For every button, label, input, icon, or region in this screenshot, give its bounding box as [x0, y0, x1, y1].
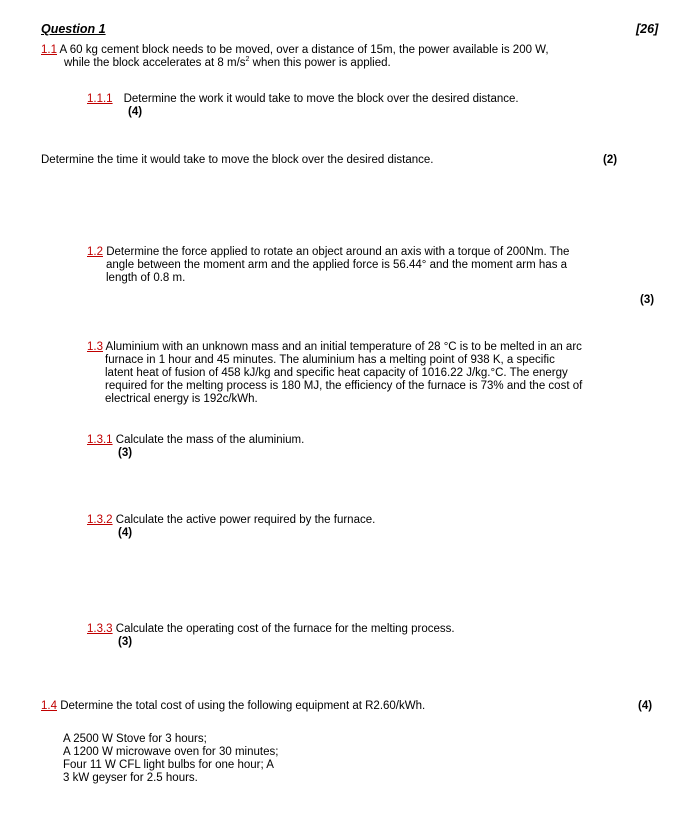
question-1-3-3	[87, 623, 587, 649]
list-item: 3 kW geyser for 2.5 hours.	[63, 772, 198, 784]
question-text: Determine the total cost of using the following equipment at R2.60/kWh.	[57, 700, 426, 712]
question-text: when this power is applied.	[249, 57, 391, 69]
question-1-3-2	[87, 514, 587, 540]
superscript: 2	[245, 56, 250, 64]
question-text: Calculate the mass of the aluminium.	[112, 434, 305, 446]
question-marks: (4)	[118, 527, 133, 539]
question-1-1	[41, 44, 661, 70]
list-item: Four 11 W CFL light bulbs for one hour; A	[63, 759, 274, 771]
question-1-2	[87, 246, 667, 285]
question-marks: (4)	[128, 106, 143, 118]
question-text: while the block accelerates at 8 m/s	[64, 57, 246, 69]
question-number: 1.3.3	[87, 623, 113, 635]
question-number: 1.4	[41, 700, 57, 712]
question-1-3	[87, 341, 687, 406]
question-text: latent heat of fusion of 458 kJ/kg and specific heat capacity of 1016.22 J/kg.°C. The energy	[105, 367, 568, 379]
question-1-4-marks: (4)	[638, 700, 653, 712]
question-number: 1.3	[87, 341, 103, 353]
question-number: 1.3.2	[87, 514, 113, 526]
list-item: A 2500 W Stove for 3 hours;	[63, 733, 207, 745]
question-number: 1.1.1	[87, 93, 113, 105]
question-text: Calculate the operating cost of the furnace for the melting process.	[112, 623, 455, 635]
question-marks: (3)	[118, 636, 133, 648]
list-item: A 1200 W microwave oven for 30 minutes;	[63, 746, 279, 758]
question-1-1-1	[87, 93, 627, 119]
question-text: furnace in 1 hour and 45 minutes. The aluminium has a melting point of 938 K, a specific	[105, 354, 555, 366]
question-time-marks: (2)	[603, 154, 618, 166]
question-1-3-1	[87, 434, 587, 460]
question-text: required for the melting process is 180 MJ, the efficiency of the furnace is 73% and the cost of	[105, 380, 583, 392]
question-total-marks: [26]	[636, 22, 659, 36]
question-1-2-marks: (3)	[640, 294, 655, 306]
question-text: Determine the force applied to rotate an object around an axis with a torque of 200Nm. The	[103, 246, 570, 258]
question-text: A 60 kg cement block needs to be moved, over a distance of 15m, the power available is 200 W,	[57, 44, 549, 56]
question-1-4	[41, 700, 561, 713]
question-text: electrical energy is 192c/kWh.	[105, 393, 258, 405]
question-title: Question 1	[41, 22, 106, 36]
question-text: length of 0.8 m.	[106, 272, 186, 284]
question-text: angle between the moment arm and the applied force is 56.44° and the moment arm has a	[106, 259, 568, 271]
question-number: 1.2	[87, 246, 103, 258]
question-text: Aluminium with an unknown mass and an initial temperature of 28 °C is to be melted in an arc	[103, 341, 582, 353]
question-text: Calculate the active power required by the furnace.	[112, 514, 376, 526]
question-time: Determine the time it would take to move the block over the desired distance.	[41, 154, 434, 166]
question-number: 1.1	[41, 44, 57, 56]
equipment-list	[63, 733, 463, 785]
question-number: 1.3.1	[87, 434, 113, 446]
question-text: Determine the work it would take to move the block over the desired distance.	[123, 93, 519, 105]
question-marks: (3)	[118, 447, 133, 459]
